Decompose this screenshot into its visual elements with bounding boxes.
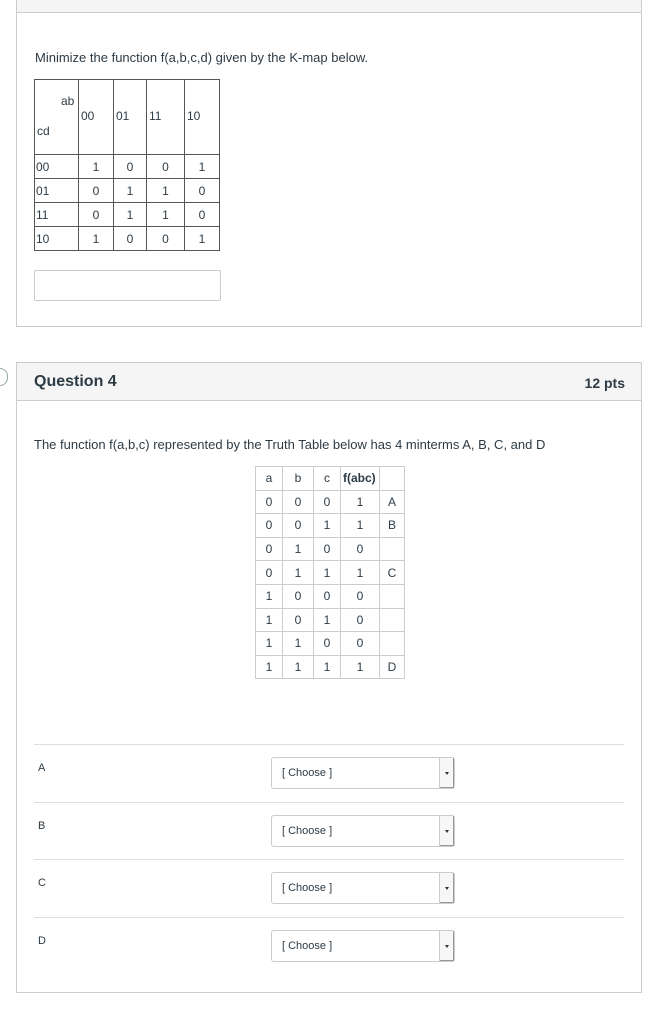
cell: 1 [256, 608, 283, 632]
truth-table-header [256, 467, 405, 491]
cell: 0 [341, 632, 380, 656]
chevron-down-icon[interactable] [439, 873, 454, 903]
question-3-header [16, 0, 642, 13]
answer-input[interactable] [34, 270, 221, 301]
cell: 0 [114, 155, 147, 179]
col-header: 11 [147, 80, 185, 155]
cell: 0 [283, 608, 314, 632]
cell: 1 [147, 179, 185, 203]
question-3-prompt: Minimize the function f(a,b,c,d) given by the K-map below. [35, 50, 369, 65]
column-header: c [314, 467, 341, 491]
cell: 1 [256, 584, 283, 608]
row-label: 00 [35, 155, 79, 179]
chevron-down-icon[interactable] [439, 758, 454, 788]
select-value: [ Choose ] [282, 767, 333, 779]
cell: 0 [283, 584, 314, 608]
match-select-b[interactable] [271, 815, 455, 847]
question-points: 12 pts [584, 375, 625, 391]
cell: 0 [341, 584, 380, 608]
cd-label: cd [37, 124, 50, 138]
cell: 0 [283, 514, 314, 538]
divider [34, 859, 624, 860]
row-label: 11 [35, 203, 79, 227]
select-value: [ Choose ] [282, 825, 333, 837]
match-select-d[interactable] [271, 930, 455, 962]
k-map-table [34, 79, 220, 251]
column-header [380, 467, 405, 491]
cell: 1 [114, 179, 147, 203]
cell: 0 [314, 537, 341, 561]
k-map-row [35, 155, 220, 179]
cell: 0 [185, 179, 220, 203]
cell [380, 584, 405, 608]
match-label: C [38, 877, 46, 889]
divider [34, 917, 624, 918]
col-header: 10 [185, 80, 220, 155]
truth-table-row [256, 584, 405, 608]
cell: 0 [341, 608, 380, 632]
select-value: [ Choose ] [282, 940, 333, 952]
cell: 1 [114, 203, 147, 227]
cell: 1 [314, 655, 341, 679]
cell: 1 [314, 514, 341, 538]
cell: 0 [256, 561, 283, 585]
k-map-corner [35, 80, 79, 155]
ab-label: ab [61, 94, 75, 108]
k-map-row [35, 203, 220, 227]
truth-table-row [256, 490, 405, 514]
truth-table-row [256, 632, 405, 656]
cell: 1 [79, 155, 114, 179]
cell: 1 [79, 227, 114, 251]
cell: 1 [283, 655, 314, 679]
cell: 1 [341, 655, 380, 679]
cell: 0 [341, 537, 380, 561]
column-header: a [256, 467, 283, 491]
cell: 1 [185, 227, 220, 251]
row-label: 10 [35, 227, 79, 251]
cell: 0 [256, 490, 283, 514]
divider [34, 744, 624, 745]
row-label: 01 [35, 179, 79, 203]
truth-table [255, 466, 405, 679]
chevron-down-icon[interactable] [439, 816, 454, 846]
cell: 1 [283, 537, 314, 561]
truth-table-row [256, 514, 405, 538]
cell: 0 [79, 203, 114, 227]
cell: 1 [185, 155, 220, 179]
cell: 1 [314, 561, 341, 585]
cell: C [380, 561, 405, 585]
chevron-down-icon[interactable] [439, 931, 454, 961]
cell: 1 [283, 561, 314, 585]
truth-table-row [256, 655, 405, 679]
cell: 1 [341, 490, 380, 514]
column-header: f(abc) [341, 467, 380, 491]
question-4-header [17, 363, 641, 401]
cell [380, 537, 405, 561]
cell: 0 [283, 490, 314, 514]
cell: 0 [147, 227, 185, 251]
cell: 1 [314, 608, 341, 632]
cell: 0 [256, 537, 283, 561]
cell: 0 [79, 179, 114, 203]
cell: B [380, 514, 405, 538]
cell: 0 [147, 155, 185, 179]
select-value: [ Choose ] [282, 882, 333, 894]
match-label: D [38, 935, 46, 947]
cell: 0 [314, 490, 341, 514]
col-header: 00 [79, 80, 114, 155]
cell: A [380, 490, 405, 514]
match-select-a[interactable] [271, 757, 455, 789]
cell [380, 608, 405, 632]
col-header: 01 [114, 80, 147, 155]
cell: 1 [256, 632, 283, 656]
column-header: b [283, 467, 314, 491]
cell: 1 [147, 203, 185, 227]
truth-table-row [256, 608, 405, 632]
cell: 1 [256, 655, 283, 679]
match-label: A [38, 762, 46, 774]
cell: 1 [283, 632, 314, 656]
cell: 1 [341, 514, 380, 538]
k-map-row [35, 227, 220, 251]
cell: 0 [185, 203, 220, 227]
cell: 0 [114, 227, 147, 251]
truth-table-row [256, 537, 405, 561]
k-map-row [35, 179, 220, 203]
cell: D [380, 655, 405, 679]
cell [380, 632, 405, 656]
question-title: Question 4 [34, 373, 117, 390]
question-4-prompt: The function f(a,b,c) represented by the Truth Table below has 4 minterms A, B, C, and D [34, 437, 546, 452]
match-label: B [38, 820, 46, 832]
truth-table-row [256, 561, 405, 585]
flag-question-icon[interactable] [0, 368, 8, 386]
cell: 0 [256, 514, 283, 538]
cell: 0 [314, 632, 341, 656]
divider [34, 802, 624, 803]
match-select-c[interactable] [271, 872, 455, 904]
cell: 1 [341, 561, 380, 585]
cell: 0 [314, 584, 341, 608]
